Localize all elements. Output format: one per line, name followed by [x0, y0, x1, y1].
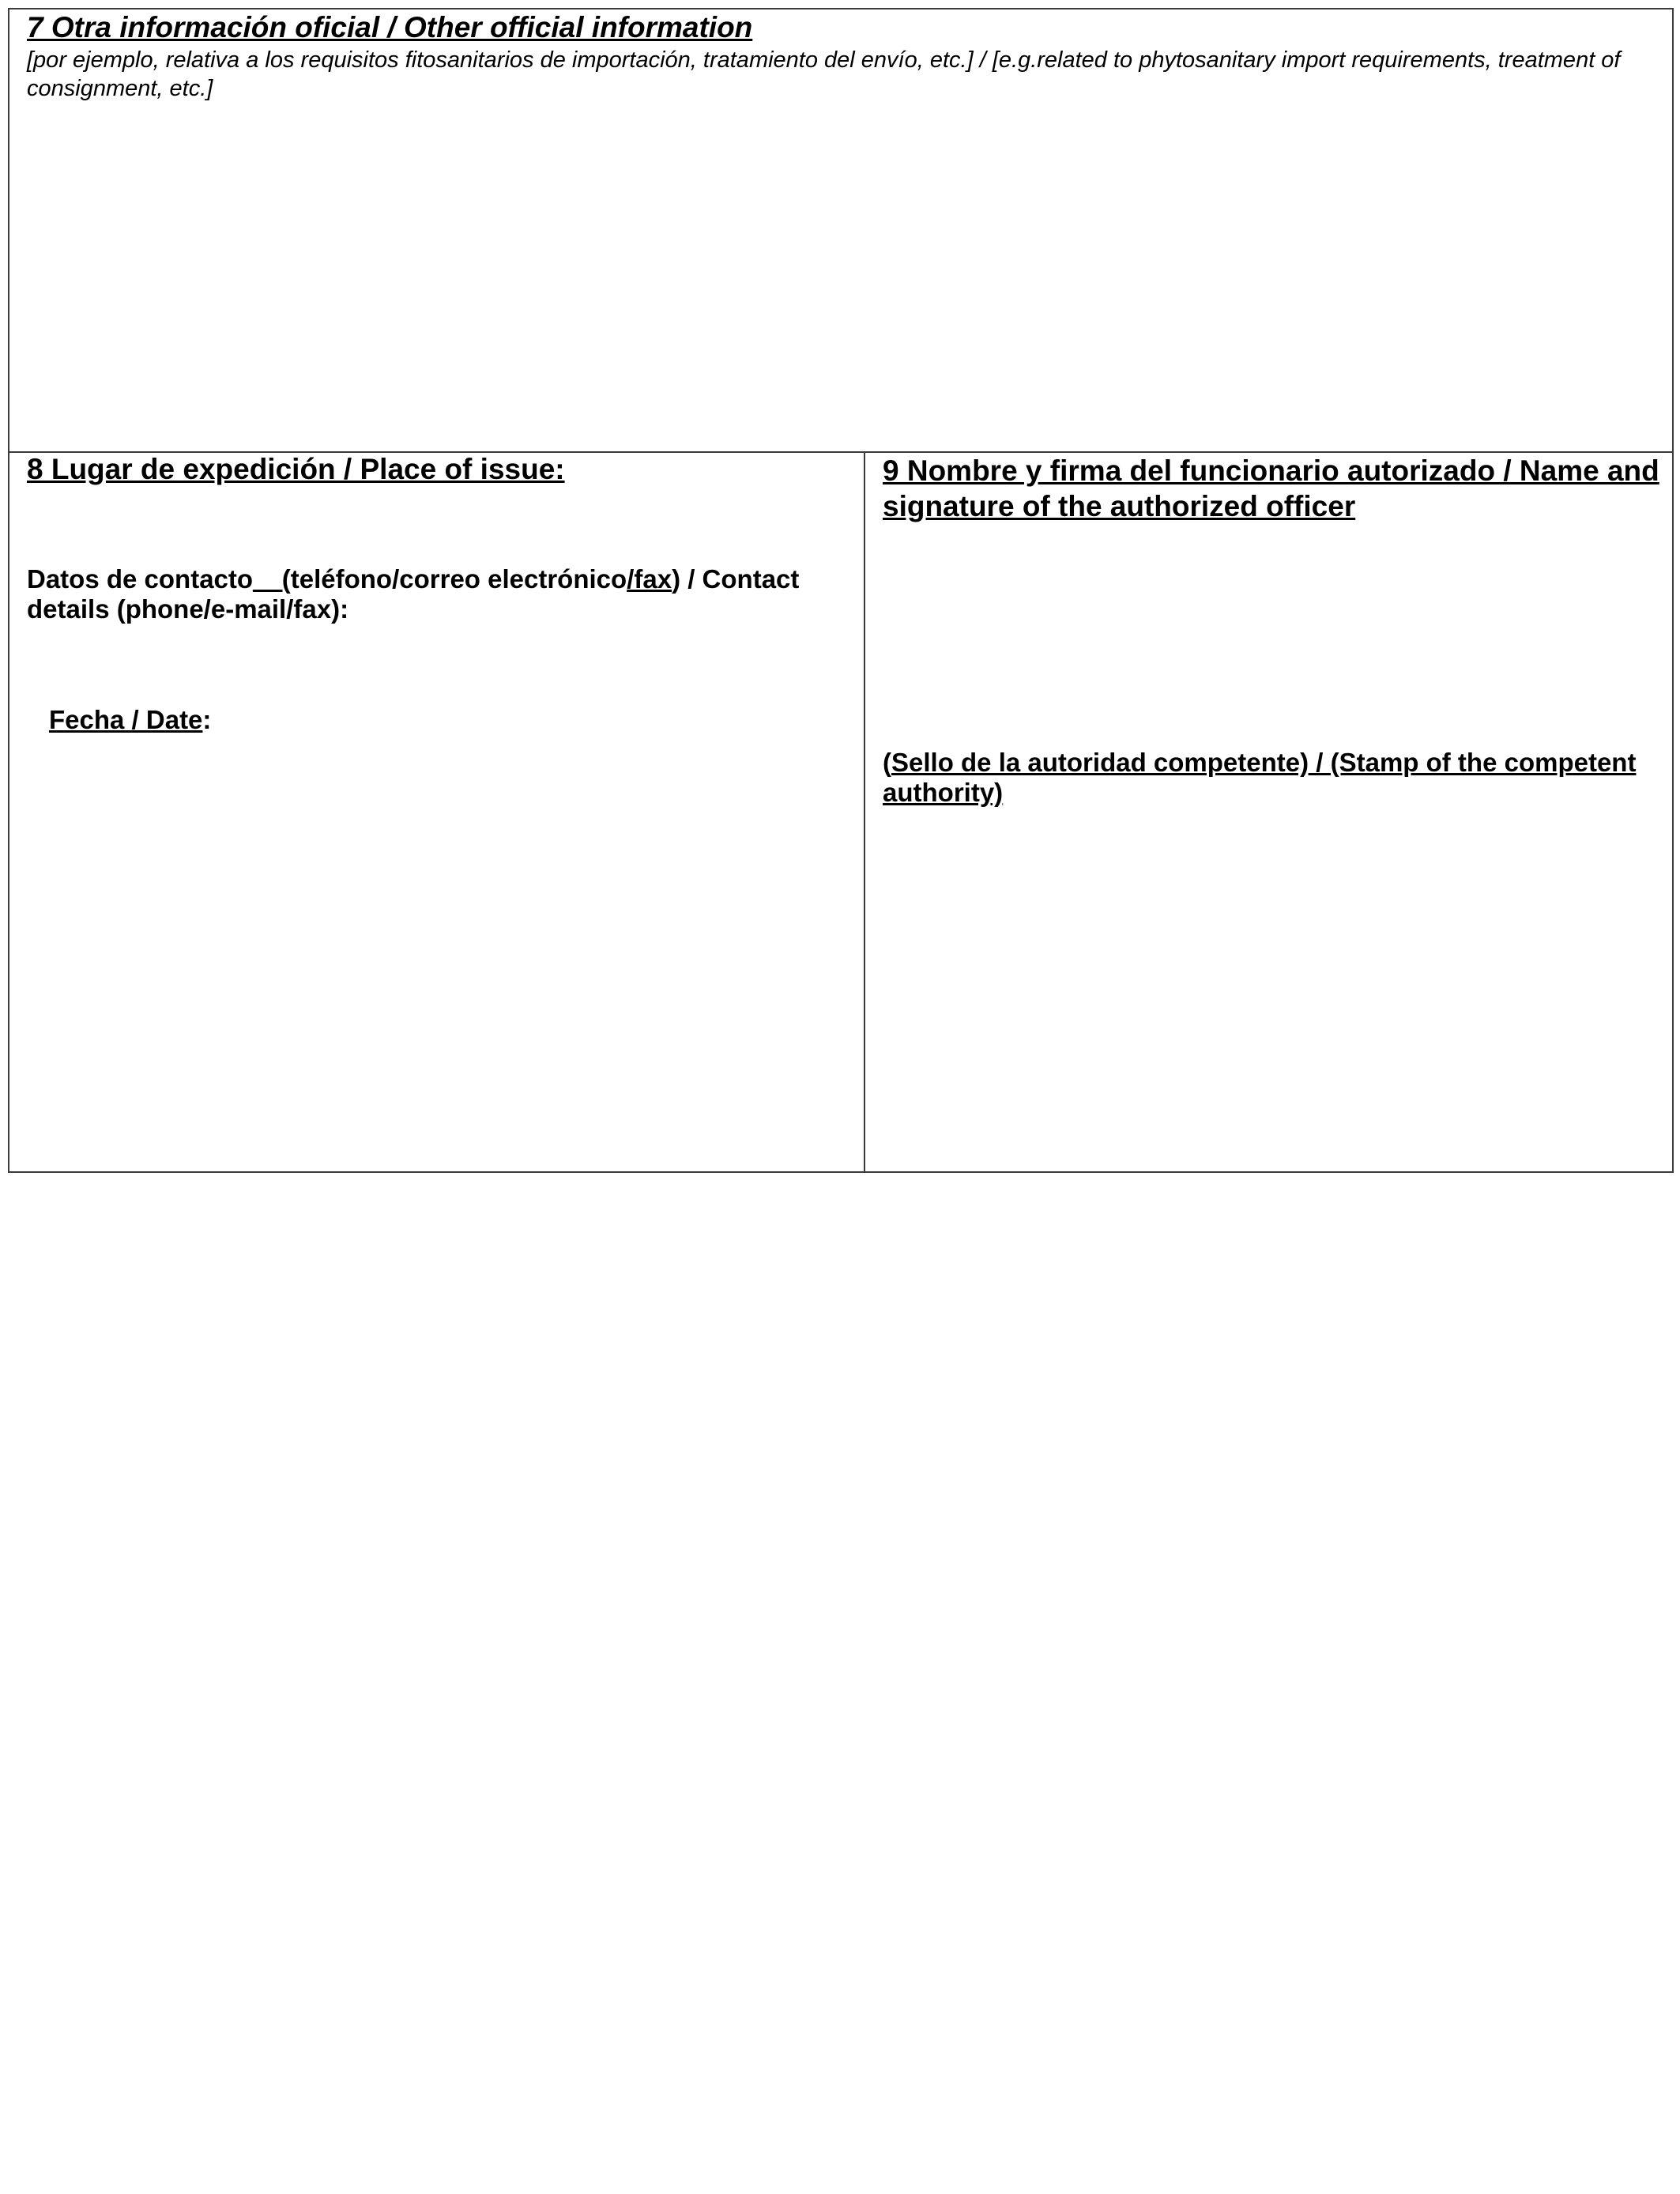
contact-label-es: Datos de contacto	[27, 564, 254, 594]
date-label-colon: :	[202, 705, 212, 734]
contact-label-sep: __(	[253, 564, 291, 594]
section-7-title: 7 Otra información oficial / Other official information	[27, 11, 753, 43]
section-7-other-official-information	[9, 9, 1672, 453]
certificate-form	[8, 8, 1674, 1173]
stamp-label	[883, 748, 1665, 808]
section-9-title: 9 Nombre y firma del funcionario autorizado / Name and signature of the authorized officer	[883, 454, 1659, 522]
section-7-note: [por ejemplo, relativa a los requisitos fitosanitarios de importación, tratamiento del envío, etc.] / [e.g.related to phytosanitary import requirements, treatment of consignment, etc.]	[27, 47, 1621, 101]
section-8-place-of-issue	[9, 453, 865, 1173]
contact-details-label	[27, 564, 849, 624]
contact-label-means: teléfono/correo electrónico	[290, 564, 627, 594]
date-label	[49, 705, 211, 735]
stamp-label-open: (	[883, 748, 891, 777]
contact-label-fax: /fax	[627, 564, 672, 594]
stamp-label-text: Sello de la autoridad competente) / (Stamp of the competent authority)	[883, 748, 1637, 807]
section-9-authorized-officer	[865, 453, 1674, 1173]
date-label-text: Fecha / Date	[49, 705, 203, 734]
section-8-title: 8 Lugar de expedición / Place of issue:	[27, 453, 565, 485]
contact-label-en: ) / Contact details (phone/e-mail/fax):	[27, 564, 800, 624]
